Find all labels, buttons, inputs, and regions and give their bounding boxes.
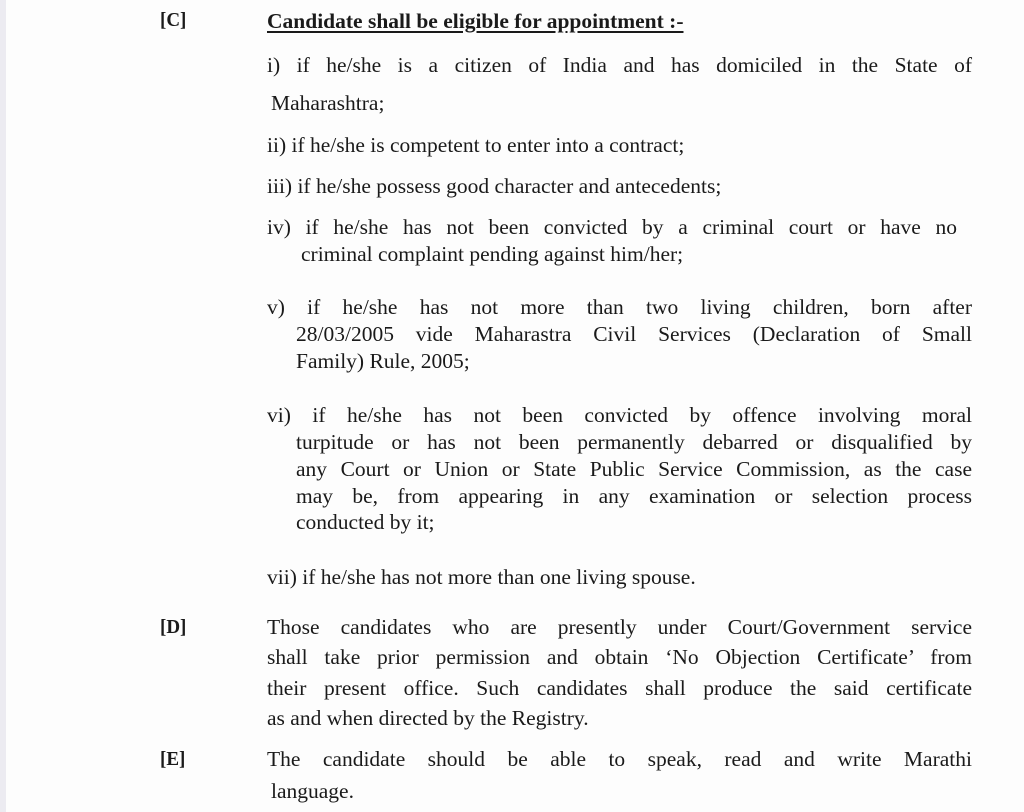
section-e-line-1: The candidate should be able to speak, read and write Marathi bbox=[267, 747, 972, 771]
item-vi-line-5: conducted by it; bbox=[296, 510, 435, 534]
item-i-line-2: Maharashtra; bbox=[271, 91, 385, 115]
section-e-line-2: language. bbox=[271, 779, 354, 803]
item-v-line-3: Family) Rule, 2005; bbox=[296, 349, 470, 373]
item-i-line-1: i) if he/she is a citizen of India and has domiciled in the State of bbox=[267, 53, 972, 77]
item-vi-line-4: may be, from appearing in any examination or selection process bbox=[296, 484, 972, 508]
item-iv-line-2: criminal complaint pending against him/her; bbox=[301, 242, 684, 266]
item-iv-line-1: iv) if he/she has not been convicted by a criminal court or have no bbox=[267, 215, 957, 239]
section-label-c: [C] bbox=[160, 9, 187, 31]
section-d-line-4: as and when directed by the Registry. bbox=[267, 706, 589, 730]
item-vi-line-2: turpitude or has not been permanently debarred or disqualified by bbox=[296, 430, 972, 454]
section-d-line-1: Those candidates who are presently under Court/Government service bbox=[267, 615, 972, 639]
item-vi-line-3: any Court or Union or State Public Service Commission, as the case bbox=[296, 457, 972, 481]
section-d-line-2: shall take prior permission and obtain ‘No Objection Certificate’ from bbox=[267, 645, 972, 669]
item-ii-line-1: ii) if he/she is competent to enter into a contract; bbox=[267, 133, 685, 157]
item-v-line-1: v) if he/she has not more than two living children, born after bbox=[267, 295, 972, 319]
item-iii-line-1: iii) if he/she possess good character and antecedents; bbox=[267, 174, 722, 198]
item-vii-line-1: vii) if he/she has not more than one living spouse. bbox=[267, 565, 696, 589]
section-c-heading: Candidate shall be eligible for appointment :- bbox=[267, 9, 684, 33]
section-label-d: [D] bbox=[160, 616, 187, 638]
item-vi-line-1: vi) if he/she has not been convicted by offence involving moral bbox=[267, 403, 972, 427]
left-margin-strip bbox=[0, 0, 6, 812]
item-v-line-2: 28/03/2005 vide Maharastra Civil Services (Declaration of Small bbox=[296, 322, 972, 346]
section-d-line-3: their present office. Such candidates shall produce the said certificate bbox=[267, 676, 972, 700]
section-label-e: [E] bbox=[160, 748, 186, 770]
